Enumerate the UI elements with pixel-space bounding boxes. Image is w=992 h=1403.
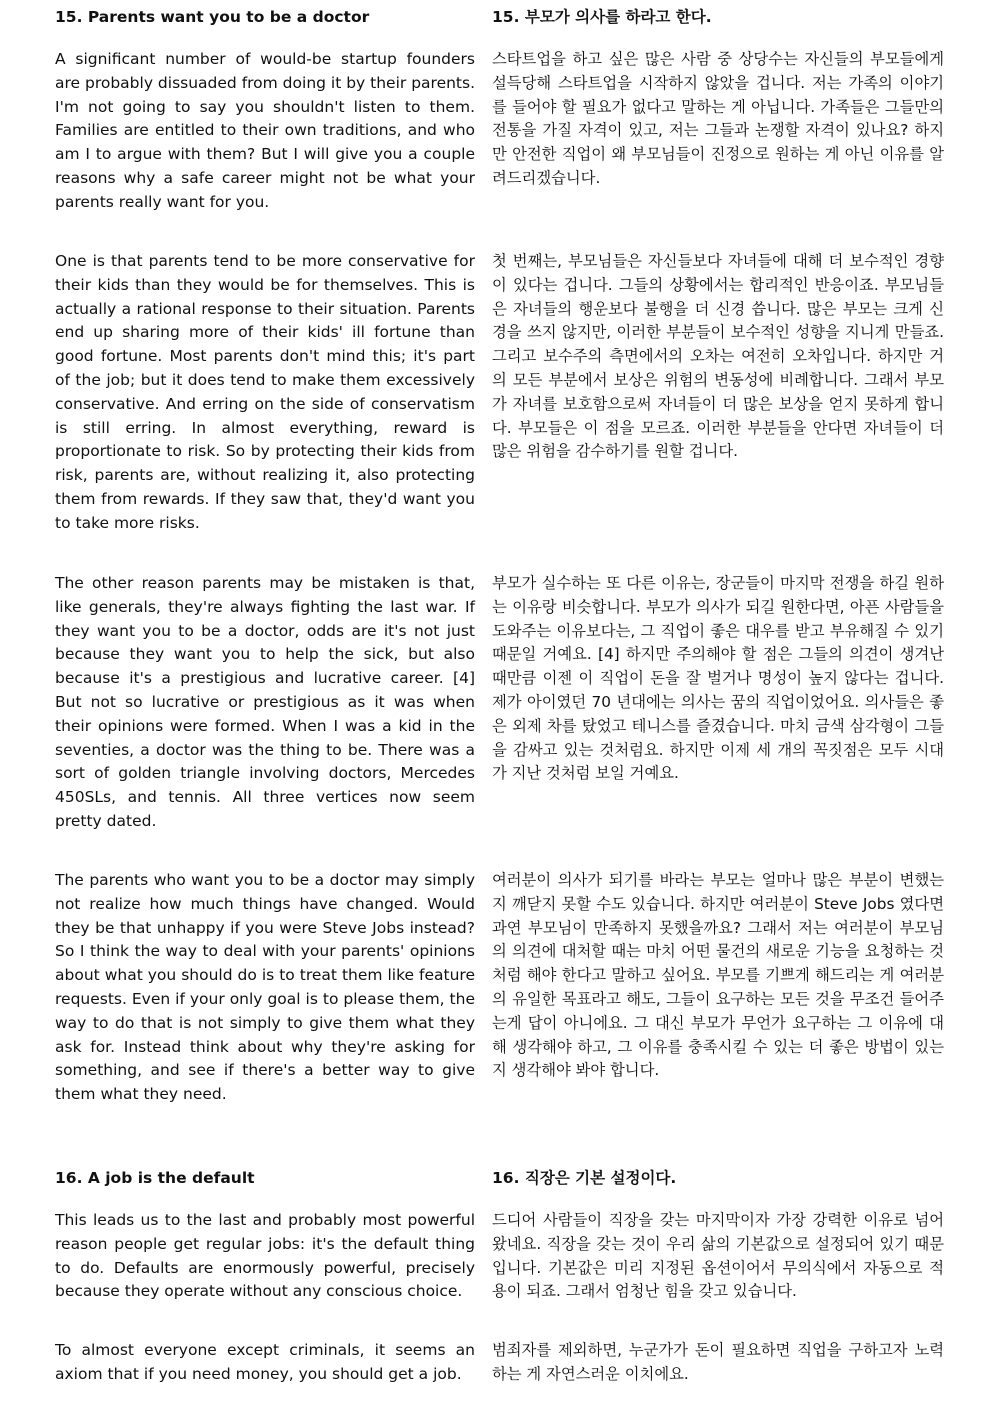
section16-heading-ko: 16. 직장은 기본 설정이다. <box>492 1169 677 1187</box>
paragraph-en: The parents who want you to be a doctor may simply not realize how much things have changed. Would they be that unhappy if you were Steve Jobs instead? So I think the way to deal with your parents' opinions about what you should do is to treat them like feature requests. Even if your only goal is to please them, the way to do that is not simply to give them what they ask for. Instead think about why they're asking for something, and see if there's a better way to give them what they need. <box>55 871 475 1104</box>
paragraph-ko: 드디어 사람들이 직장을 갖는 마지막이자 가장 강력한 이유로 넘어왔네요. 직장을 갖는 것이 우리 삶의 기본값으로 설정되어 있기 때문입니다. 기본값은 미리 지정된 옵션이어서 무의식에서 자동으로 적용이 되죠. 그래서 엄청난 힘을 갖고 있습니다. <box>492 1211 944 1301</box>
paragraph-en: One is that parents tend to be more conservative for their kids than they would be for themselves. This is actually a rational response to their situation. Parents end up sharing more of their kids' ill fortune than good fortune. Most parents don't mind this; it's part of the job; but it does tend to make them excessively conservative. And erring on the side of conservatism is still erring. In almost everything, reward is proportionate to risk. So by protecting their kids from risk, parents are, without realizing it, also protecting them from rewards. If they saw that, they'd want you to take more risks. <box>55 252 475 532</box>
paragraph-en: The other reason parents may be mistaken is that, like generals, they're always fighting the last war. If they want you to be a doctor, odds are it's not just because they want you to help the sick, but also because it's a prestigious and lucrative career. [4] But not so lucrative or prestigious as it was when their opinions were formed. When I was a kid in the seventies, a doctor was the thing to be. There was a sort of golden triangle involving doctors, Mercedes 450SLs, and tennis. All three vertices now seem pretty dated. <box>55 574 475 830</box>
paragraph-ko: 부모가 실수하는 또 다른 이유는, 장군들이 마지막 전쟁을 하길 원하는 이유랑 비슷합니다. 부모가 의사가 되길 원한다면, 아픈 사람들을 도와주는 이유보다는, 그 직업이 좋은 대우를 받고 부유해질 수 있기 때문일 거예요. [4] 하지만 주의해야 할 점은 그들의 의견이 생겨난 때만큼 이젠 이 직업이 돈을 잘 벌거나 명성이 높지 않다는 겁니다. 제가 아이였던 70 년대에는 의사는 꿈의 직업이었어요. 의사들은 좋은 외제 차를 탔었고 테니스를 즐겼습니다. 마치 금색 삼각형이 그들을 감싸고 있는 것처럼요. 하지만 이제 세 개의 꼭짓점은 모두 시대가 지난 것처럼 보일 거예요. <box>492 574 944 783</box>
paragraph-ko: 스타트업을 하고 싶은 많은 사람 중 상당수는 자신들의 부모들에게 설득당해 스타트업을 시작하지 않았을 겁니다. 저는 가족의 이야기를 들어야 할 필요가 없다고 말하는 게 아닙니다. 가족들은 그들만의 전통을 가질 자격이 있고, 저는 그들과 논쟁할 자격이 있나요? 하지만 안전한 직업이 왜 부모님들이 진정으로 원하는 게 아닌 이유를 알려드리겠습니다. <box>492 50 944 187</box>
paragraph-ko: 첫 번째는, 부모님들은 자신들보다 자녀들에 대해 더 보수적인 경향이 있다는 겁니다. 그들의 상황에서는 합리적인 반응이죠. 부모님들은 자녀들의 행운보다 불행을 더 신경 씁니다. 많은 부모는 크게 신경을 쓰지 않지만, 이러한 부분들이 보수적인 성향을 지니게 만들죠. 그리고 보수주의 측면에서의 오차는 여전히 오차입니다. 하지만 거의 모든 부분에서 보상은 위험의 변동성에 비례합니다. 그래서 부모가 자녀를 보호함으로써 자녀들이 더 많은 보상을 얻지 못하게 합니다. 부모들은 이 점을 모르죠. 이러한 부분들을 안다면 자녀들이 더 많은 위험을 감수하기를 원할 겁니다. <box>492 252 944 461</box>
paragraph-en: This leads us to the last and probably most powerful reason people get regular jobs: it's the default thing to do. Defaults are enormously powerful, precisely because they operate without any conscious choice. <box>55 1211 475 1301</box>
paragraph-en: A significant number of would-be startup founders are probably dissuaded from doing it by their parents. I'm not going to say you shouldn't listen to them. Families are entitled to their own traditions, and who am I to argue with them? But I will give you a couple reasons why a safe career might not be what your parents really want for you. <box>55 50 476 211</box>
paragraph-en: To almost everyone except criminals, it seems an axiom that if you need money, you should get a job. <box>55 1341 475 1383</box>
section16-heading-en: 16. A job is the default <box>55 1169 255 1187</box>
section15-heading-ko: 15. 부모가 의사를 하라고 한다. <box>492 8 712 26</box>
section15-heading-en: 15. Parents want you to be a doctor <box>55 8 370 26</box>
paragraph-ko: 여러분이 의사가 되기를 바라는 부모는 얼마나 많은 부분이 변했는지 깨닫지 못할 수도 있습니다. 하지만 여러분이 Steve Jobs 였다면 과연 부모님이 만족하지 못했을까요? 그래서 저는 여러분이 부모님의 의견에 대처할 때는 마치 어떤 물건의 새로운 기능을 요청하는 것처럼 해야 한다고 말하고 싶어요. 부모를 기쁘게 해드리는 게 여러분의 유일한 목표라고 해도, 그들이 요구하는 모든 것을 무조건 들어주는게 답이 아니에요. 그 대신 부모가 무언가 요구하는 그 이유에 대해 생각해야 하고, 그 이유를 충족시킬 수 있는 더 좋은 방법이 있는지 생각해야 봐야 합니다. <box>492 871 944 1080</box>
paragraph-ko: 범죄자를 제외하면, 누군가가 돈이 필요하면 직업을 구하고자 노력하는 게 자연스러운 이치에요. <box>492 1341 944 1383</box>
